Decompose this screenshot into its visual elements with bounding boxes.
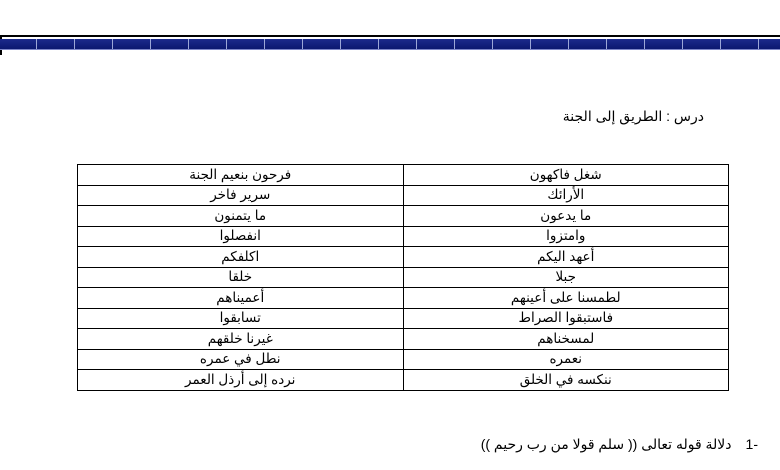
meaning-cell: ما يتمنون <box>78 206 404 227</box>
word-cell: شغل فاكهون <box>403 165 729 186</box>
question-text: دلالة قوله تعالى (( سلم قولا من رب رحيم )) <box>480 436 732 452</box>
table-row <box>78 329 729 350</box>
table-row <box>78 226 729 247</box>
table-row <box>78 267 729 288</box>
table-row <box>78 349 729 370</box>
word-cell: جبلا <box>403 267 729 288</box>
table-row <box>78 247 729 268</box>
meaning-cell: غيرنا خلقهم <box>78 329 404 350</box>
table-row <box>78 165 729 186</box>
word-cell: لمسخناهم <box>403 329 729 350</box>
meaning-cell: أعميناهم <box>78 288 404 309</box>
table-row <box>78 288 729 309</box>
table-row <box>78 206 729 227</box>
meaning-cell: تسابقوا <box>78 308 404 329</box>
question-line <box>481 436 758 453</box>
word-cell: الأرائك <box>403 185 729 206</box>
meaning-cell: نطل في عمره <box>78 349 404 370</box>
header-stripe <box>0 39 780 49</box>
word-cell: لطمسنا على أعينهم <box>403 288 729 309</box>
question-number: -1 <box>745 436 758 452</box>
header-border <box>0 35 780 49</box>
meaning-cell: سرير فاخر <box>78 185 404 206</box>
word-cell: ما يدعون <box>403 206 729 227</box>
table-row <box>78 370 729 391</box>
meaning-cell: خلقا <box>78 267 404 288</box>
meaning-cell: نرده إلى أرذل العمر <box>78 370 404 391</box>
meaning-cell: انفصلوا <box>78 226 404 247</box>
header-underline <box>0 49 780 50</box>
lesson-title: درس : الطريق إلى الجنة <box>562 108 704 124</box>
word-cell: نعمره <box>403 349 729 370</box>
word-cell: وامتزوا <box>403 226 729 247</box>
word-cell: أعهد اليكم <box>403 247 729 268</box>
word-cell: فاستبقوا الصراط <box>403 308 729 329</box>
table-row <box>78 308 729 329</box>
meaning-cell: اكلفكم <box>78 247 404 268</box>
vocabulary-table <box>77 164 729 391</box>
meaning-cell: فرحون بنعيم الجنة <box>78 165 404 186</box>
table-row <box>78 185 729 206</box>
word-cell: ننكسه في الخلق <box>403 370 729 391</box>
